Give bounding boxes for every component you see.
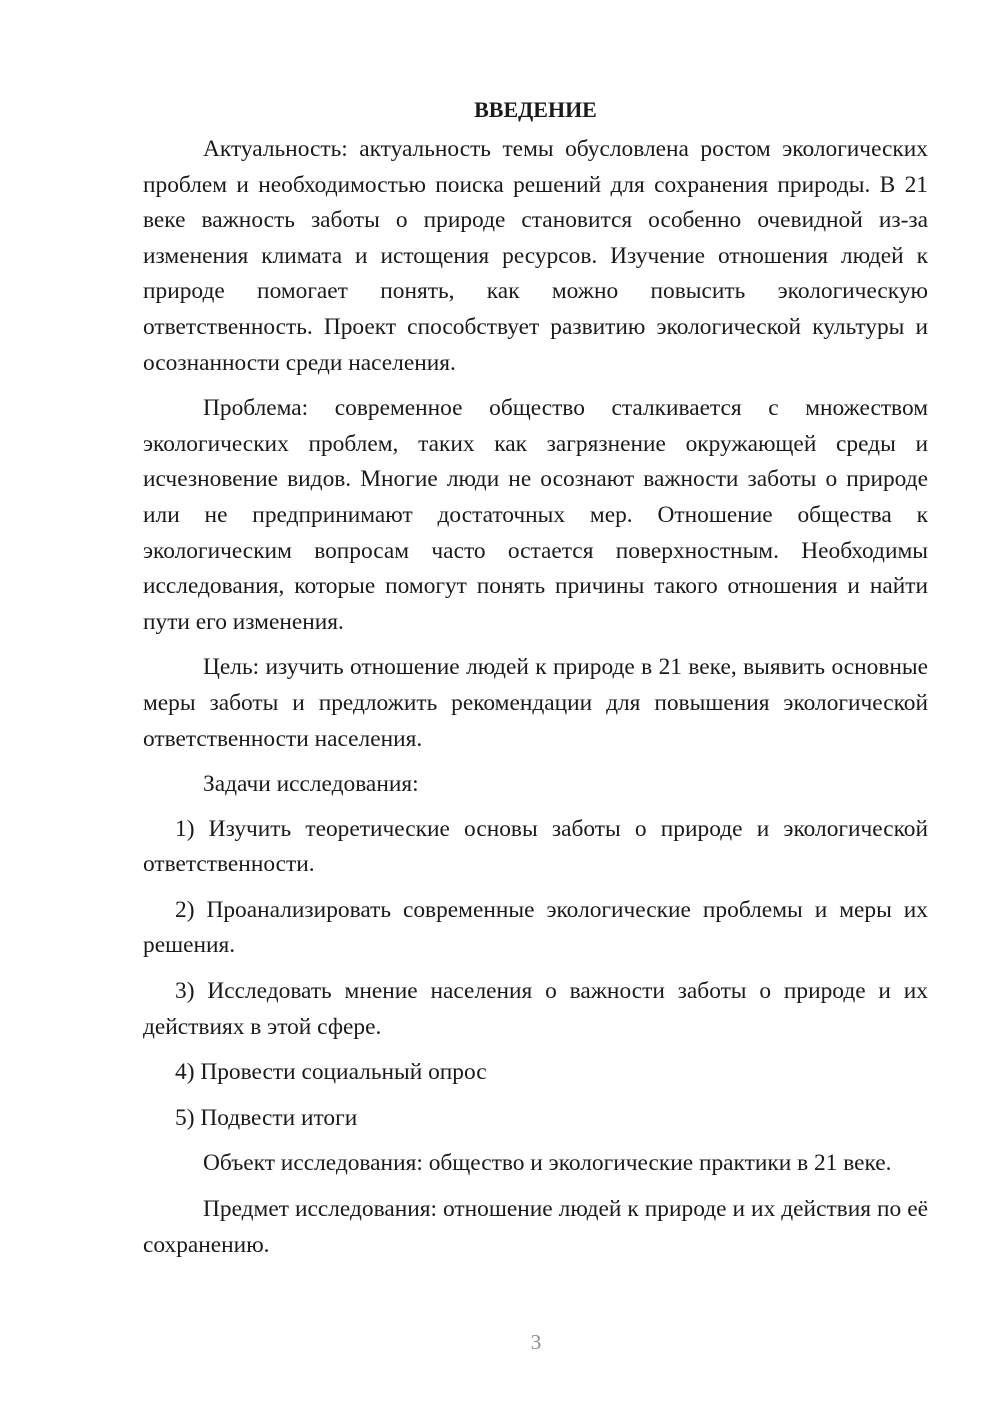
task-item-4: 4) Провести социальный опрос bbox=[175, 1059, 487, 1086]
page-number: 3 bbox=[530, 1330, 542, 1354]
task-item-5: 5) Подвести итоги bbox=[175, 1104, 358, 1131]
tasks-heading: Задачи исследования: bbox=[203, 771, 419, 798]
document-page bbox=[143, 92, 928, 1273]
section-heading: ВВЕДЕНИЕ bbox=[474, 97, 597, 122]
paragraph-subject: Предмет исследования: отношение людей к природе и их действия по её сохранению. bbox=[143, 1196, 928, 1258]
paragraph-problem: Проблема: современное общество сталкивается с множеством экологических проблем, таких как загрязнение окружающей среды и исчезновение видов. Многие люди не осознают важности заботы о природе или не предпринимают достаточных мер. Отношение общества к экологическим вопросам часто остается поверхностным. Необходимы исследования, которые помогут понять причины такого отношения и найти пути его изменения. bbox=[143, 395, 928, 635]
paragraph-object: Объект исследования: общество и экологические практики в 21 веке. bbox=[203, 1150, 892, 1177]
paragraph-relevance: Актуальность: актуальность темы обусловлена ростом экологических проблем и необходимостью поиска решений для сохранения природы. В 21 веке важность заботы о природе становится особенно очевидной из-за изменения климата и истощения ресурсов. Изучение отношения людей к природе помогает понять, как можно повысить экологическую ответственность. Проект способствует развитию экологической культуры и осознанности среди населения. bbox=[143, 136, 928, 376]
task-item-1: 1) Изучить теоретические основы заботы о природе и экологической ответственности. bbox=[143, 815, 928, 878]
paragraph-goal: Цель: изучить отношение людей к природе в 21 веке, выявить основные меры заботы и предложить рекомендации для повышения экологической ответственности населения. bbox=[143, 654, 928, 752]
task-item-3: 3) Исследовать мнение населения о важности заботы о природе и их действиях в этой сфере. bbox=[143, 978, 928, 1040]
task-item-2: 2) Проанализировать современные экологические проблемы и меры их решения. bbox=[143, 896, 928, 959]
